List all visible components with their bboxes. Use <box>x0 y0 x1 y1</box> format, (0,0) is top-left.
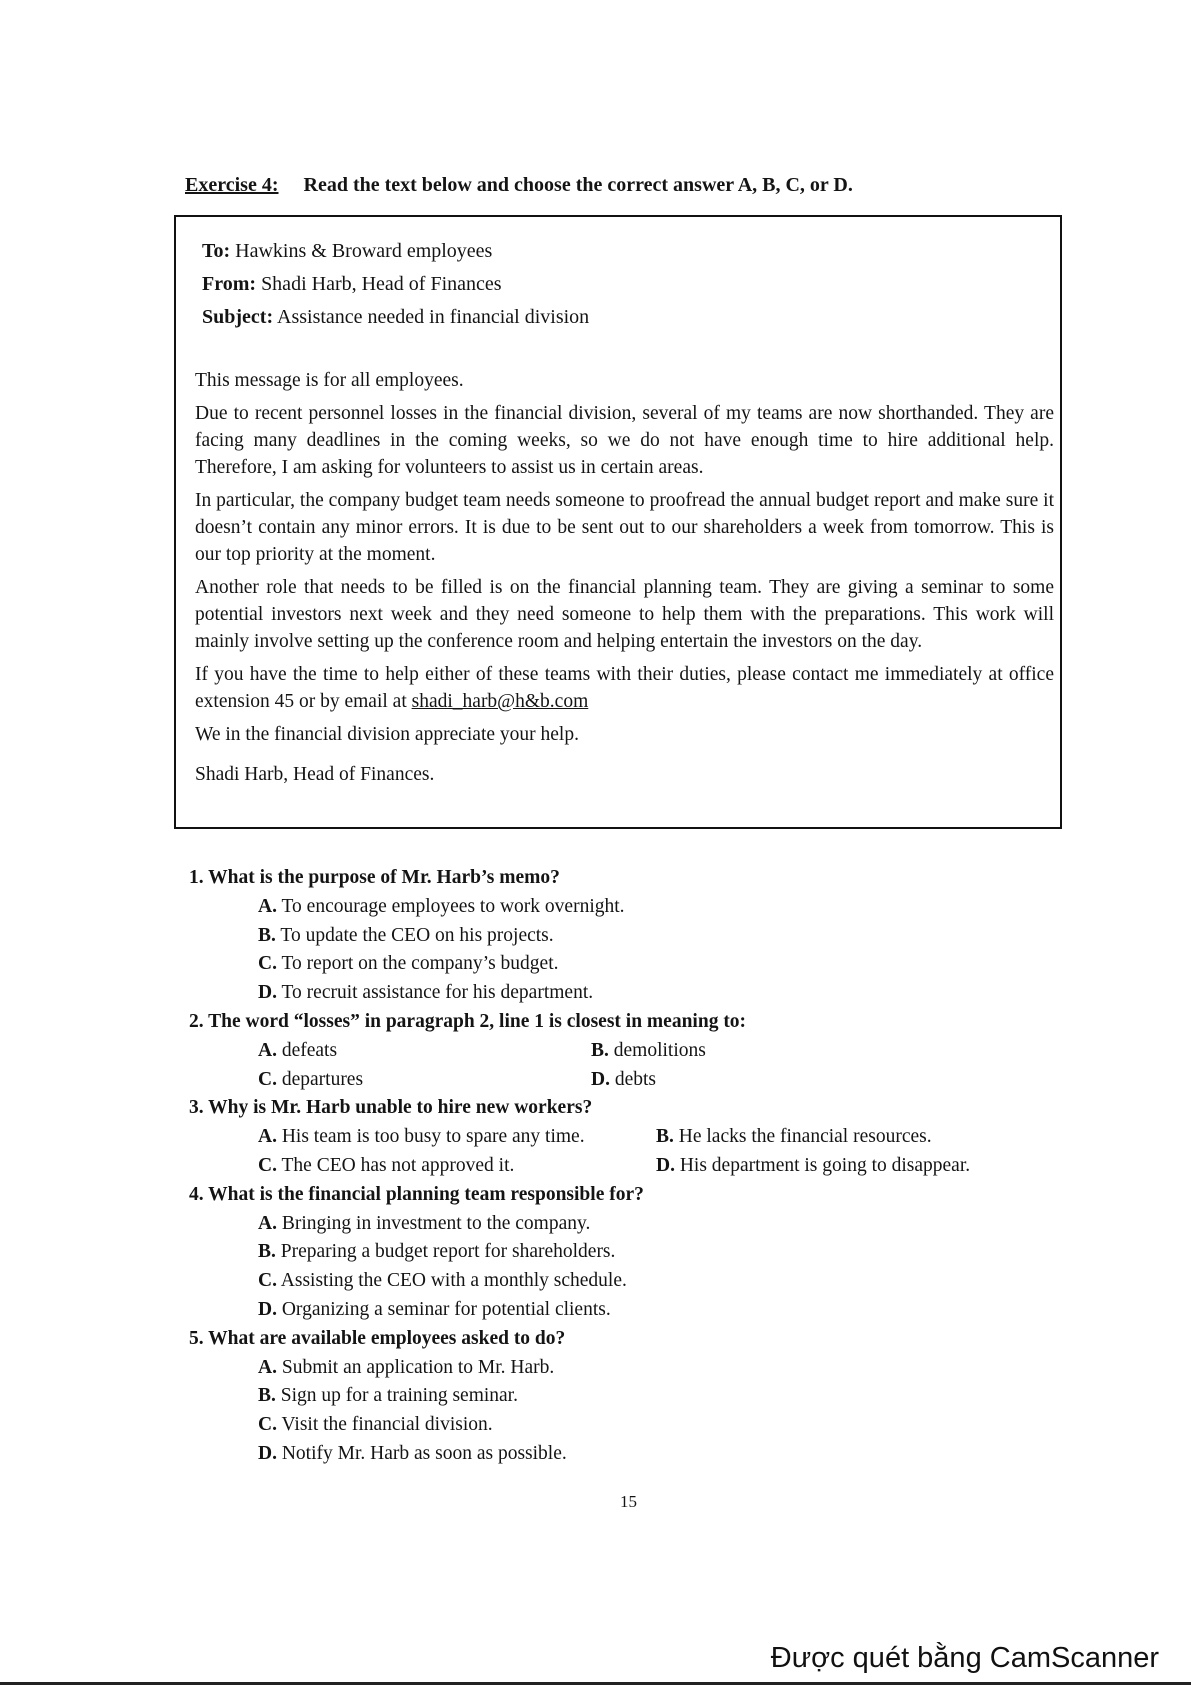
option-text: To report on the company’s budget. <box>281 953 559 975</box>
option-5c[interactable] <box>189 1411 1089 1440</box>
option-row <box>189 1152 1089 1181</box>
memo-from-line <box>202 268 589 301</box>
option-letter: D. <box>258 1442 277 1464</box>
option-letter: B. <box>258 1241 276 1263</box>
memo-to-line <box>202 235 589 268</box>
memo-to-label: To: <box>202 240 231 262</box>
memo-paragraph: In particular, the company budget team needs someone to proofread the annual budget report and make sure it doesn’t contain any minor errors. It is due to be sent out to our shareholders a week from tomorrow. This is our top priority at the moment. <box>195 490 1054 565</box>
option-text: His department is going to disappear. <box>679 1154 971 1176</box>
memo-header <box>202 235 589 334</box>
option-letter: C. <box>258 953 277 975</box>
memo-box <box>174 215 1062 829</box>
option-letter: B. <box>258 1385 276 1407</box>
question-5: 5. What are available employees asked to do? <box>189 1327 566 1349</box>
option-text: He lacks the financial resources. <box>678 1126 932 1148</box>
option-5d[interactable] <box>189 1440 1089 1469</box>
option-letter: D. <box>258 1298 277 1320</box>
option-text: demolitions <box>613 1039 706 1061</box>
option-letter: D. <box>656 1154 675 1176</box>
option-letter: A. <box>258 1212 277 1234</box>
option-2a[interactable] <box>258 1037 591 1066</box>
option-letter: B. <box>656 1126 674 1148</box>
option-letter: A. <box>258 895 277 917</box>
option-3a[interactable] <box>258 1123 656 1152</box>
option-1b[interactable] <box>189 922 1089 951</box>
memo-paragraph: Another role that needs to be filled is on the financial planning team. They are giving a seminar to some potential investors next week and they need someone to help them with the preparations. This work will mainly involve setting up the conference room and helping entertain the investors on the day. <box>195 577 1054 652</box>
question-1: 1. What is the purpose of Mr. Harb’s memo? <box>189 867 560 888</box>
option-letter: B. <box>591 1039 609 1061</box>
option-4b[interactable] <box>189 1238 1089 1267</box>
option-text: To update the CEO on his projects. <box>280 924 554 946</box>
memo-from-value: Shadi Harb, Head of Finances <box>261 273 502 295</box>
option-1c[interactable] <box>189 950 1089 979</box>
email-link[interactable]: shadi_harb@h&b.com <box>411 691 589 712</box>
memo-to-value: Hawkins & Broward employees <box>235 240 493 262</box>
option-text: Sign up for a training seminar. <box>280 1385 518 1407</box>
option-text: Bringing in investment to the company. <box>281 1212 591 1234</box>
exercise-instruction: Read the text below and choose the correct answer A, B, C, or D. <box>303 174 853 196</box>
exercise-heading <box>185 174 853 197</box>
option-text: To recruit assistance for his department. <box>281 982 594 1004</box>
memo-from-label: From: <box>202 273 257 295</box>
option-5a[interactable] <box>189 1354 1089 1383</box>
option-text: Organizing a seminar for potential clients. <box>281 1298 611 1320</box>
option-text: defeats <box>281 1039 338 1061</box>
memo-subject-label: Subject: <box>202 306 274 328</box>
memo-paragraph: We in the financial division appreciate your help. <box>195 724 579 745</box>
option-5b[interactable] <box>189 1382 1089 1411</box>
option-letter: C. <box>258 1414 277 1436</box>
option-text: Visit the financial division. <box>281 1414 493 1436</box>
memo-contact-paragraph <box>195 661 1054 715</box>
page-number: 15 <box>620 1492 637 1511</box>
option-text: debts <box>614 1068 657 1090</box>
option-letter: B. <box>258 924 276 946</box>
option-letter: A. <box>258 1126 277 1148</box>
option-text: Preparing a budget report for shareholders. <box>280 1241 616 1263</box>
option-text: His team is too busy to spare any time. <box>281 1126 585 1148</box>
option-text: departures <box>281 1068 364 1090</box>
option-row <box>189 1123 1089 1152</box>
memo-contact-text: If you have the time to help either of these teams with their duties, please contact me immediately at office extension 45 or by email at <box>195 664 1054 712</box>
option-3d[interactable] <box>656 1152 970 1181</box>
option-letter: D. <box>258 982 277 1004</box>
option-4c[interactable] <box>189 1267 1089 1296</box>
option-letter: D. <box>591 1068 610 1090</box>
option-2b[interactable] <box>591 1037 706 1066</box>
question-list <box>189 864 1089 1469</box>
option-3c[interactable] <box>258 1152 656 1181</box>
option-2d[interactable] <box>591 1066 656 1095</box>
option-4d[interactable] <box>189 1296 1089 1325</box>
option-row <box>189 1037 1089 1066</box>
option-letter: C. <box>258 1068 277 1090</box>
memo-subject-line <box>202 301 589 334</box>
option-4a[interactable] <box>189 1210 1089 1239</box>
memo-paragraph: This message is for all employees. <box>195 370 464 391</box>
option-text: Notify Mr. Harb as soon as possible. <box>281 1442 567 1464</box>
option-1a[interactable] <box>189 893 1089 922</box>
option-text: Submit an application to Mr. Harb. <box>281 1356 555 1378</box>
option-text: To encourage employees to work overnight. <box>281 895 625 917</box>
memo-paragraph: Due to recent personnel losses in the financial division, several of my teams are now shorthanded. They are facing many deadlines in the coming weeks, so we do not have enough time to hire additional help. Therefore, I am asking for volunteers to assist us in certain areas. <box>195 403 1054 478</box>
option-letter: A. <box>258 1356 277 1378</box>
question-2: 2. The word “losses” in paragraph 2, line 1 is closest in meaning to: <box>189 1010 747 1032</box>
memo-subject-value: Assistance needed in financial division <box>277 306 590 328</box>
question-3: 3. Why is Mr. Harb unable to hire new workers? <box>189 1097 593 1119</box>
option-text: Assisting the CEO with a monthly schedule. <box>280 1270 627 1292</box>
option-row <box>189 1066 1089 1095</box>
option-letter: A. <box>258 1039 277 1061</box>
option-text: The CEO has not approved it. <box>281 1154 515 1176</box>
option-letter: C. <box>258 1154 277 1176</box>
option-letter: C. <box>258 1270 277 1292</box>
option-1d[interactable] <box>189 979 1089 1008</box>
option-3b[interactable] <box>656 1123 932 1152</box>
memo-body <box>195 367 1054 794</box>
question-4: 4. What is the financial planning team responsible for? <box>189 1183 644 1205</box>
scanner-watermark: Được quét bằng CamScanner <box>770 1642 1159 1674</box>
option-2c[interactable] <box>258 1066 591 1095</box>
exercise-label: Exercise 4: <box>185 174 279 196</box>
memo-signature: Shadi Harb, Head of Finances. <box>195 764 435 785</box>
